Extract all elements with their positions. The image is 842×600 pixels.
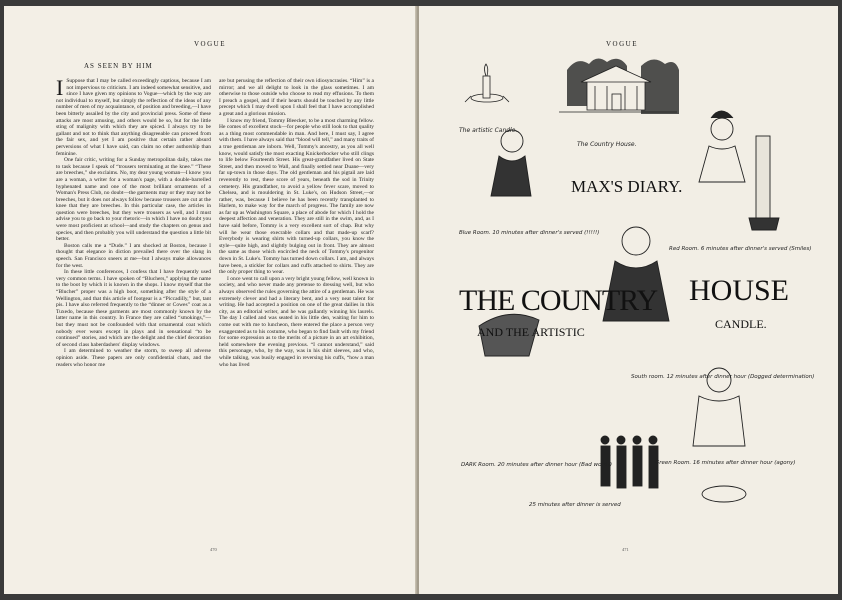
caption-country-house: The Country House. [577,141,637,148]
column-2 [219,78,374,546]
running-head: VOGUE [194,40,226,48]
country-house-drawing [559,58,679,114]
right-page [419,6,838,594]
paragraph: Suppose that I may be called exceedingly captious, because I am not impervious to criticism. I am indeed somewhat sensitive, and since I have given my opinions to Vogue—which by the way are not individual to myself, but simply the reflection of the ideas of any number of men of my acquaintance, of position and breeding,—I have been bitterly assailed by the city and provincial press. Some of these attacks are most amusing, and others would be so, but for the little sting of malignity with which they are spiced. I always try to be gallant and not to think that anything disagreeable can proceed from the fair sex, and yet I am positive that certain rather absurd perversions of what I have said, can claim no other authorship than feminine. [56,78,211,157]
caption-red-room: Red Room. 6 minutes after dinner's served (Smiles) [669,246,812,252]
paragraph: Boston calls me a “Dude.” I am shocked at Boston, because I thought that elegance in diction prevailed there over the slang in speech. San Francisco sneers at me—but I always make allowances for the west. [56,242,211,269]
subheading-artistic: AND THE ARTISTIC [477,325,585,339]
running-head: VOGUE [606,40,638,48]
paragraph: In these little conferences, I confess that I have frequently used very common terms. I have spoken of “Bluchers,” applying the name to the boot by which it is known in the shops. I know myself that the “Blucher” proper was a high boot, something after the style of a Wellington, and that this article of footgear is a “Piccadilly,” but, tant pis. I have also referred frequently to the “dinner or Cowes” coat as a Tuxedo, because these garments are most commonly known by the latter name in this country. In France they are called “smokings,”—but they must not be confounded with that ornamental coat which nobody ever wears except in plays and in sensational “to be continued” stories, and which are the delight and the chief decoration of second class haberdashers' display windows. [56,269,211,348]
paragraph: I once went to call upon a very bright young fellow, well known in society, and who never made any pretense to dressing well, but who always observed the rules governing the attire of a gentleman. He was extremely clever and had a literary bent, and a very neat talent for writing. He had accepted a position on one of the great dailies in this city, as an editorial writer, and he was gallantly winning his laurels. The day I called and was seated in his little den, waiting for him to come out with me to luncheon, there entered the place a person very exaggerated as to his costume, who began to find fault with my friend for some expression as to the merits of a picture in an art exhibition, held somewhere the evening previous. “I cannot understand,” said this personage, who, by the way, was in his shirt sleeves, and who, while talking, was busily engaged in reversing his cuffs, “how a man who has lived [219,275,374,368]
subheading-candle: CANDLE. [715,317,767,331]
heading-the-country: THE COUNTRY [459,284,658,317]
drop-cap: I [56,78,64,100]
caption-blue-room: Blue Room. 10 minutes after dinner's served (!!!!!) [459,230,600,236]
page-number: 471 [622,547,629,552]
caption-green-room: Green Room. 16 minutes after dinner hour (agony) [655,460,796,466]
paragraph: One fair critic, writing for a Sunday metropolitan daily, takes me to task because I speak of “trousers terminating at the knee.” “These are breeches,” she exclaims. No, my dear young woman—I know you are a woman, a writer for a woman's page, with a double-barrelled hyphenated name and one of the most brilliant ornaments of a Woman's Press Club, no doubt—the garments may or they may not be breeches, but it does not always follow because trousers are cut at the knee that they are breeches. In this particular case, the articles in question were breeches, but they were trousers as well, and I must advise you to go back to your rhetoric—in which I have no doubt you were most proficient at school—and study the chapters on genus and species, and then probably you will understand the question a little bit better. [56,157,211,243]
article-title: AS SEEN BY HIM [84,62,153,70]
left-page [4,6,417,594]
caption-south-room: South room. 12 minutes after dinner hour (Dogged determination) [631,374,815,380]
caption-artistic-candle: The artistic Candle. [459,127,518,134]
column-1 [56,78,211,546]
page-number: 470 [210,547,217,552]
caption-dark-room: DARK Room. 20 minutes after dinner hour (Bad words) [461,462,613,468]
heading-maxs-diary: MAX'S DIARY. [571,177,683,196]
paragraph: are but perusing the reflection of their own idiosyncrasies. “Him” is a mirror; and we all delight to look in the glass sometimes. I am otherwise to those outside who choose to read my effusions. To them I preach a gospel, and if their hearts should be touched by any little precept which I may dwell upon I shall feel that I have accomplished a great and a glorious mission. [219,78,374,117]
heading-house: HOUSE [689,274,790,307]
illustration [419,6,838,546]
candle-drawing [465,64,509,102]
paragraph: I am determined to weather the storm, to sweep all adverse opinion aside. These papers are only confidential chats, and the readers who honor me [56,348,211,368]
caption-bottom: 25 minutes after dinner is served [529,502,621,508]
paragraph: I know my friend, Tommy Bleecker, to be a most charming fellow. He comes of excellent stock—for people who still look to that quality as a thing most commendable in man. And here, I must say, I agree with them. I have always said that “blood will tell,” and many traits of a true gentleman are inborn. Well, Tommy's ancestry, as you all well know, would satisfy the most exacting Knickerbocker who still clings to life below Fourteenth Street. His great-grandfather lived on State Street, and then moved to Wall, and finally settled near Duane—very far up-town in those days. The old gentleman and his pigtail are laid reverently to rest, these score of years, beneath the sod in Trinity cemetery. His grandfather, to avoid a yellow fever scare, moved to Chelsea, and is mouldering in St. Luke's, on Hudson Street,—or rather, was, because I believe he has been recently transplanted to Harlem, to make way for the march of progress. The family are now as far up as Washington Square, a place of abode for which I hold the deepest affection and veneration. They are still in the swim, and, as I have said before, Tommy is a very excellent sort of chap. But why will he wear those execrable collars and that made-up scarf? Everybody is wearing shirts with turned-up collars, you know the style—quite high, and slightly bulging out in front. They are almost the same as those which encircled the neck of Tommy's progenitor down in St. Luke's. Tommy has turned down collars. I am, and always have been, a stickler for collars and cuffs attached to shirts. They are the only proper thing to wear. [219,117,374,276]
